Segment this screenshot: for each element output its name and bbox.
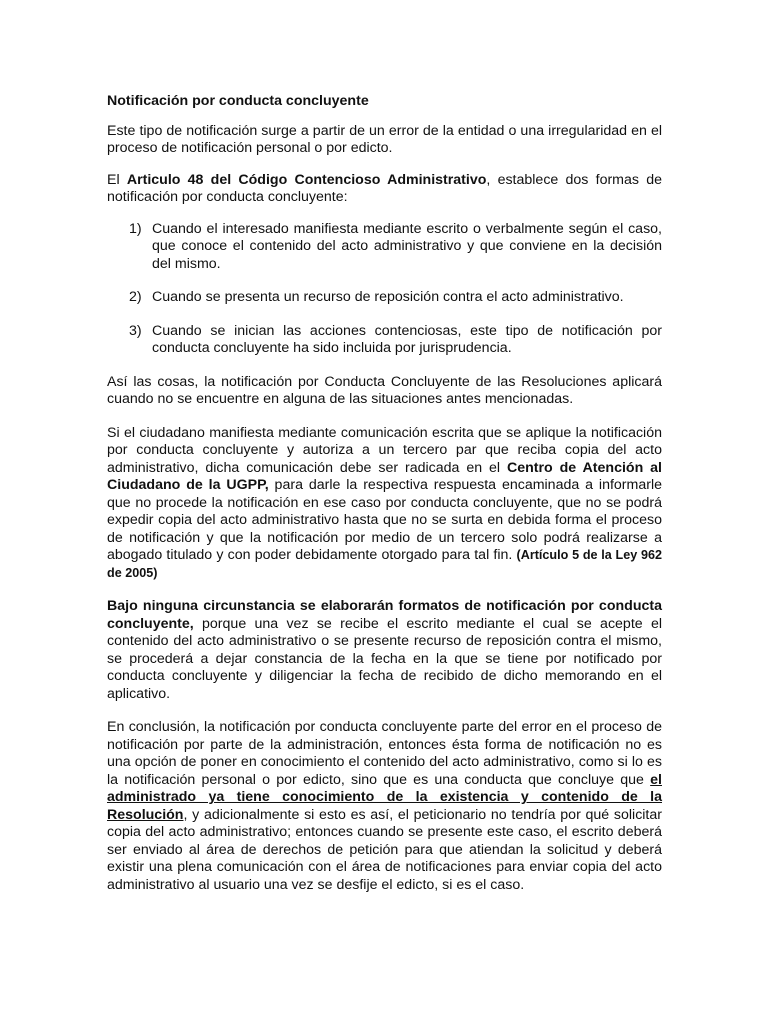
numbered-list xyxy=(107,221,662,358)
text-run: Si el ciudadano manifiesta mediante comunicación escrita que se aplique la notificación por conducta concluyente y autoriza a un tercero par que reciba copia del acto administrativo, dicha comunicación debe ser radicada en el xyxy=(107,424,662,476)
text-run: , y adicionalmente si esto es así, el peticionario no tendría por qué solicitar copia del acto administrativo; entonces cuando se presente este caso, el escrito deberá ser enviado al área de derechos de petición para que atiendan la solicitud y deberá existir una plena comunicación con el área de notificaciones para enviar copia del acto administrativo al usuario una vez se desfije el edicto, si es el caso. xyxy=(107,806,662,893)
paragraph-asi-las-cosas: Así las cosas, la notificación por Conducta Concluyente de las Resoluciones aplicará cuando no se encuentre en alguna de las situaciones antes mencionadas. xyxy=(107,373,662,407)
text-run: para darle la respectiva respuesta encaminada a informarle que no procede la notificación en ese caso por conducta concluyente, que no se podrá expedir copia del acto administrativo hasta que no se surta en debida forma el proceso de notificación y que la notificación por medio de un tercero solo podrá realizarse a abogado titulado y con poder debidamente otorgado para tal fin. xyxy=(107,477,662,563)
text-run: , establece dos formas de notificación por conducta concluyente: xyxy=(107,171,662,205)
list-item xyxy=(107,289,662,307)
list-number: 2) xyxy=(129,289,142,305)
paragraph-articulo-48 xyxy=(107,172,662,207)
list-item xyxy=(107,323,662,358)
bold-reference: Articulo 48 del Código Contencioso Administrativo xyxy=(126,171,487,188)
list-item-text: Cuando se inician las acciones contenciosas, este tipo de notificación por conducta concluyente ha sido incluida por jurisprudencia. xyxy=(152,322,662,356)
paragraph-ciudadano xyxy=(107,425,662,583)
text-run: El xyxy=(107,171,127,188)
document-title: Notificación por conducta concluyente xyxy=(107,93,369,109)
list-item-text: Cuando el interesado manifiesta mediante escrito o verbalmente según el caso, que conoce el contenido del acto administrativo y que conviene en la decisión del mismo. xyxy=(152,220,662,272)
list-number: 3) xyxy=(129,322,142,339)
list-number: 1) xyxy=(129,220,142,237)
text-run: porque una vez se recibe el escrito mediante el cual se acepte el contenido del acto administrativo o se presente recurso de reposición contra el mismo, se procederá a dejar constancia de la fecha en la que se tiene por notificado por conducta concluyente y diligenciar la fecha de recibido de dicho memorando en el aplicativo. xyxy=(107,615,662,702)
law-reference: (Artículo 5 de la Ley 962 de 2005) xyxy=(107,548,662,580)
bold-warning: Bajo ninguna circunstancia se elaborarán formatos de notificación por conducta concluyente, xyxy=(107,598,662,632)
paragraph-intro: Este tipo de notificación surge a partir de un error de la entidad o una irregularidad en el proceso de notificación personal o por edicto. xyxy=(107,122,662,156)
bold-centro-atencion: Centro de Atención al Ciudadano de la UGPP, xyxy=(107,459,663,493)
text-run: En conclusión, la notificación por conducta concluyente parte del error en el proceso de notificación por parte de la administración, entonces ésta forma de notificación no es una opción de poner en conocimiento el contenido del acto administrativo, como si lo es la notificación personal o por edicto, sino que es una conducta que concluye que xyxy=(107,719,662,788)
list-item xyxy=(107,221,662,274)
paragraph-bajo-ninguna xyxy=(107,598,662,703)
list-item-text: Cuando se presenta un recurso de reposición contra el acto administrativo. xyxy=(152,289,624,305)
paragraph-conclusion xyxy=(107,719,662,894)
bold-underline-statement: el administrado ya tiene conocimiento de la existencia y contenido de la Resolución xyxy=(107,771,662,823)
